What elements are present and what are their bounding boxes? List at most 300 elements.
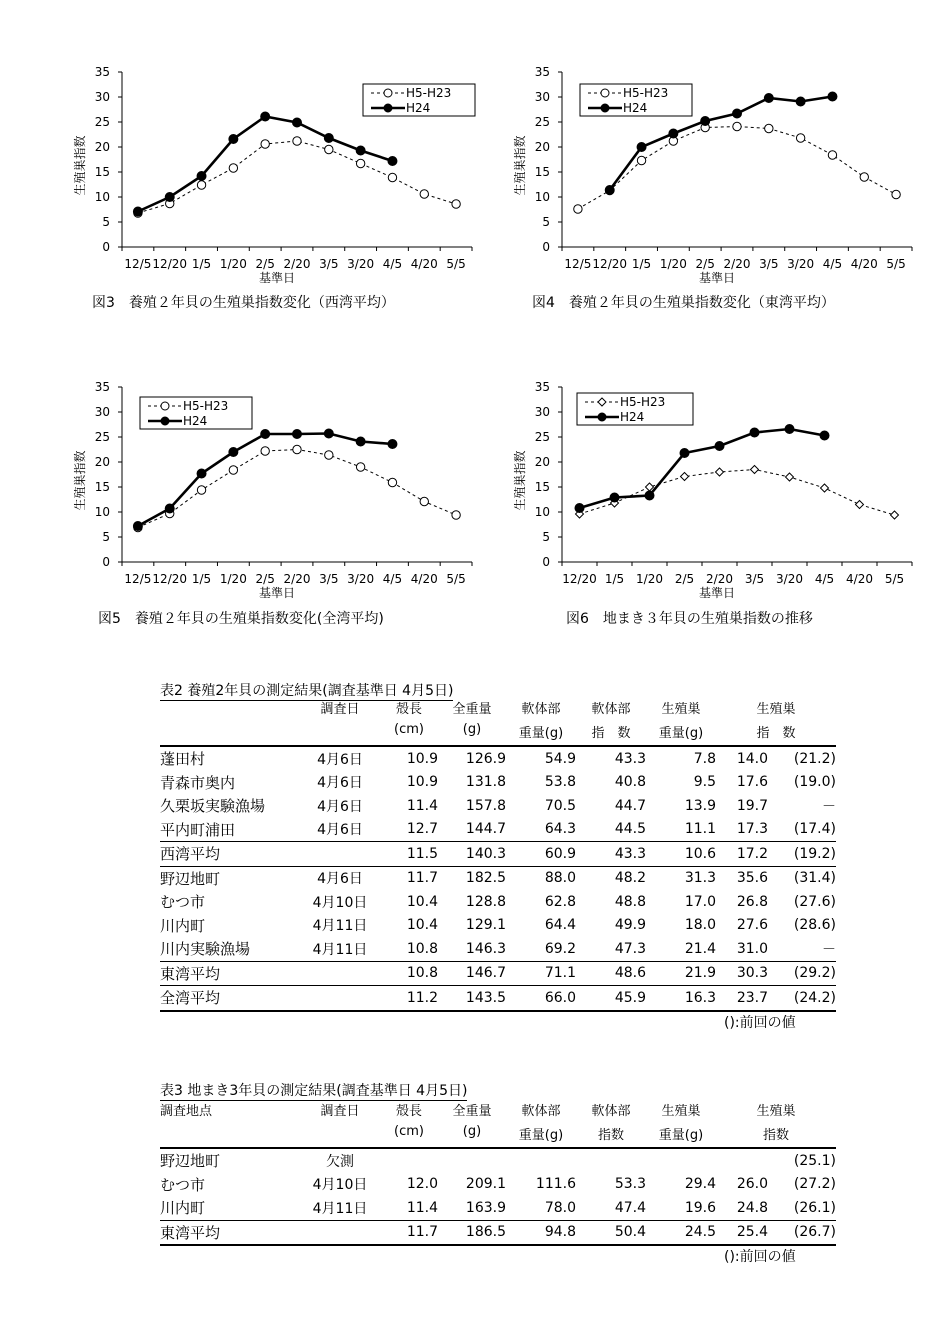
table-cell: (28.6): [793, 917, 836, 934]
table-cell: 129.1: [465, 917, 506, 934]
table-cell: 調査地点: [160, 1104, 213, 1119]
table-cell: 10.9: [406, 750, 438, 767]
table-cell: 野辺地町: [160, 1152, 221, 1171]
table-cell: 111.6: [535, 1176, 576, 1193]
table-cell: 指 数: [716, 722, 836, 747]
data-point-h24: [356, 146, 365, 155]
x-tick-label: 2/5: [255, 257, 275, 271]
y-tick-label: 30: [534, 405, 550, 419]
data-point-h5-h23: [229, 164, 237, 172]
table-cell: 50.4: [576, 1220, 646, 1245]
data-point-h5-h23: [229, 466, 237, 474]
table-cell: 指 数: [576, 722, 646, 747]
data-point-h5-h23: [796, 134, 804, 142]
table-cell: 17.2: [716, 842, 768, 867]
data-point-h24: [645, 491, 654, 500]
table-row: [160, 866, 836, 890]
table-cell: 157.8: [465, 797, 506, 814]
table-cell: 10.8: [380, 961, 438, 986]
table-cell: 64.4: [544, 917, 576, 934]
data-point-h24: [701, 117, 710, 126]
x-axis-label: 基準日: [258, 586, 296, 600]
x-tick-label: 3/5: [319, 572, 339, 586]
data-point-h24: [165, 504, 174, 513]
table-cell: 209.1: [465, 1176, 506, 1193]
table-cell: 全重量: [452, 1104, 492, 1119]
table-cell: 平内町浦田: [160, 818, 300, 842]
table-cell: 128.8: [465, 893, 506, 910]
x-tick-label: 1/5: [604, 572, 625, 586]
table-cell: 蓬田村: [160, 750, 206, 769]
y-tick-label: 0: [102, 555, 110, 569]
table-cell: (26.7): [768, 1220, 836, 1245]
table-cell: 146.3: [438, 937, 506, 961]
table3: [160, 1100, 836, 1246]
table-row: [160, 890, 836, 914]
table-row: [160, 1196, 836, 1220]
data-point-h24: [261, 112, 270, 121]
table-cell: [646, 1148, 716, 1173]
table-cell: 10.6: [646, 842, 716, 867]
x-tick-label: 2/5: [695, 257, 715, 271]
y-tick-label: 20: [534, 455, 550, 469]
table-cell: 49.9: [614, 917, 646, 934]
x-axis-label: 基準日: [258, 271, 296, 285]
data-point-h5-h23: [261, 447, 269, 455]
y-tick-label: 0: [542, 240, 550, 254]
y-tick-label: 25: [94, 430, 110, 444]
table-cell: 69.2: [506, 937, 576, 961]
x-tick-label: 4/20: [846, 572, 873, 586]
data-point-h24: [165, 193, 174, 202]
legend-marker: [384, 104, 392, 112]
table-cell: 62.8: [544, 893, 576, 910]
data-point-h5-h23: [197, 181, 205, 189]
data-point-h24: [828, 92, 837, 101]
table-cell: [160, 698, 300, 722]
table-cell: 11.4: [380, 1196, 438, 1220]
data-point-h5-h23: [892, 190, 900, 198]
table-cell: (19.0): [793, 774, 836, 791]
series-line-h5-h23: [138, 141, 456, 213]
y-tick-label: 30: [94, 405, 110, 419]
table-cell: 生殖巣: [661, 702, 701, 717]
table-cell: 川内実験漁場: [160, 937, 300, 961]
table-cell: (29.2): [768, 961, 836, 986]
x-tick-label: 12/20: [562, 572, 597, 586]
data-point-h24: [715, 442, 724, 451]
data-point-h5-h23: [261, 140, 269, 148]
table-cell: [300, 722, 380, 747]
table-cell: 生殖巣: [661, 1104, 701, 1119]
table-cell: 重量(g): [646, 722, 716, 747]
table-cell: 4月6日: [317, 798, 363, 815]
table-cell: 東湾平均: [160, 1220, 300, 1245]
legend-marker: [161, 402, 169, 410]
data-point-h5-h23: [891, 511, 899, 519]
table-cell: (25.1): [793, 1152, 836, 1169]
data-point-h5-h23: [733, 122, 741, 130]
table-cell: (g): [438, 722, 506, 747]
table-cell: 11.1: [646, 818, 716, 842]
data-point-h24: [575, 504, 584, 513]
table-row: [160, 914, 836, 938]
table-cell: 143.5: [438, 986, 506, 1011]
legend-label: H24: [623, 101, 648, 115]
data-point-h5-h23: [356, 159, 364, 167]
table-cell: 重量(g): [506, 1124, 576, 1149]
data-point-h5-h23: [574, 205, 582, 213]
x-tick-label: 3/20: [776, 572, 803, 586]
x-tick-label: 12/5: [564, 257, 592, 271]
x-axis-label: 基準日: [698, 271, 736, 285]
x-tick-label: 3/20: [347, 572, 375, 586]
table-row: [160, 1148, 836, 1173]
x-tick-label: 12/5: [124, 257, 152, 271]
table2: [160, 698, 836, 1012]
y-tick-label: 35: [94, 65, 110, 79]
table-cell: 26.0: [736, 1176, 768, 1193]
table-cell: 78.0: [506, 1196, 576, 1220]
legend-marker: [601, 104, 609, 112]
table-cell: 4月10日: [312, 1177, 368, 1194]
y-tick-label: 35: [94, 380, 110, 394]
data-point-h5-h23: [751, 466, 759, 474]
table-cell: (cm): [380, 722, 438, 747]
table-row: [160, 1173, 836, 1197]
data-point-h5-h23: [197, 486, 205, 494]
table-cell: 11.5: [380, 842, 438, 867]
x-tick-label: 2/20: [723, 257, 751, 271]
table-cell: 4月11日: [300, 937, 380, 961]
table-cell: 重量(g): [506, 722, 576, 747]
x-tick-label: 5/5: [446, 257, 466, 271]
data-point-h24: [356, 437, 365, 446]
table-cell: 欠測: [326, 1153, 354, 1170]
table-cell: [300, 1124, 380, 1149]
series-line-h5-h23: [580, 470, 895, 516]
table-cell: 10.4: [406, 917, 438, 934]
x-tick-label: 5/5: [446, 572, 466, 586]
table-row: [160, 746, 836, 771]
table-cell: [160, 1124, 300, 1149]
table-cell: 126.9: [465, 750, 506, 767]
caption-fig6: 図6 地まき３年貝の生殖巣指数の推移: [566, 611, 813, 627]
x-tick-label: 12/20: [592, 257, 628, 271]
table-cell: 21.4: [646, 937, 716, 961]
y-tick-label: 20: [94, 140, 110, 154]
table-row: [160, 818, 836, 842]
table-cell: 45.9: [576, 986, 646, 1011]
table-cell: 48.2: [614, 870, 646, 887]
table-cell: 11.2: [380, 986, 438, 1011]
table-cell: 13.9: [684, 797, 716, 814]
y-axis-label: 生殖巣指数: [73, 135, 87, 196]
y-axis-label: 生殖巣指数: [513, 450, 527, 511]
table-cell: 生殖巣: [756, 1104, 796, 1119]
data-point-h5-h23: [420, 190, 428, 198]
data-point-h24: [197, 469, 206, 478]
table-cell: 40.8: [614, 774, 646, 791]
table-cell: 26.8: [736, 893, 768, 910]
table-cell: 全重量: [452, 702, 492, 717]
table-cell: 30.3: [716, 961, 768, 986]
table-row: [160, 794, 836, 818]
table-cell: 31.3: [684, 870, 716, 887]
data-point-h5-h23: [293, 137, 301, 145]
table-cell: 186.5: [438, 1220, 506, 1245]
y-tick-label: 25: [94, 115, 110, 129]
table-cell: 11.4: [406, 797, 438, 814]
x-tick-label: 4/5: [382, 572, 403, 586]
x-axis-label: 基準日: [698, 586, 736, 600]
x-tick-label: 1/5: [191, 257, 212, 271]
data-point-h5-h23: [325, 451, 333, 459]
table-cell: 44.7: [614, 797, 646, 814]
y-tick-label: 25: [534, 430, 550, 444]
table-cell: 23.7: [716, 986, 768, 1011]
x-tick-label: 4/5: [382, 257, 403, 271]
data-point-h5-h23: [325, 145, 333, 153]
data-point-h24: [229, 448, 238, 457]
data-point-h5-h23: [388, 173, 396, 181]
table-cell: 4月10日: [312, 894, 368, 911]
data-point-h24: [388, 440, 397, 449]
data-point-h24: [229, 135, 238, 144]
legend-marker: [161, 417, 169, 425]
data-point-h5-h23: [856, 501, 864, 509]
table-cell: 12.0: [406, 1176, 438, 1193]
y-tick-label: 35: [534, 65, 550, 79]
table-cell: 11.7: [380, 1220, 438, 1245]
table-cell: 182.5: [465, 870, 506, 887]
x-tick-label: 2/20: [283, 257, 311, 271]
y-tick-label: 15: [94, 165, 110, 179]
data-point-h5-h23: [786, 473, 794, 481]
data-point-h24: [324, 134, 333, 143]
table-row: [160, 937, 836, 961]
y-axis-label: 生殖巣指数: [513, 135, 527, 196]
table-row: [160, 1220, 836, 1245]
data-point-h24: [610, 493, 619, 502]
table-cell: むつ市: [160, 1175, 206, 1194]
data-point-h5-h23: [293, 445, 301, 453]
table-cell: 88.0: [544, 870, 576, 887]
table-cell: －: [768, 937, 836, 961]
y-tick-label: 10: [94, 505, 110, 519]
legend-label: H5-H23: [406, 86, 452, 100]
x-tick-label: 3/5: [319, 257, 339, 271]
x-tick-label: 4/20: [410, 257, 438, 271]
y-tick-label: 10: [534, 190, 550, 204]
legend-label: H24: [620, 410, 645, 424]
table-cell: 35.6: [736, 870, 768, 887]
table-cell: 軟体部: [591, 1104, 631, 1119]
data-point-h24: [820, 431, 829, 440]
table-cell: 4月11日: [312, 918, 368, 935]
table-cell: (17.4): [768, 818, 836, 842]
table-cell: 19.6: [646, 1196, 716, 1220]
table-cell: 17.6: [736, 774, 768, 791]
data-point-h24: [796, 97, 805, 106]
table-cell: 11.7: [406, 870, 438, 887]
data-point-h24: [133, 207, 142, 216]
x-tick-label: 1/20: [219, 572, 247, 586]
x-tick-label: 1/5: [191, 572, 212, 586]
table-cell: [380, 1148, 438, 1173]
data-point-h24: [388, 157, 397, 166]
table-cell: 16.3: [646, 986, 716, 1011]
y-tick-label: 15: [534, 480, 550, 494]
table-cell: 66.0: [506, 986, 576, 1011]
table-cell: [576, 1148, 646, 1173]
table-cell: 146.7: [438, 961, 506, 986]
table-row: [160, 842, 836, 867]
table-header-row: [160, 1124, 836, 1149]
y-tick-label: 20: [94, 455, 110, 469]
table-cell: 53.8: [544, 774, 576, 791]
table-cell: 9.5: [693, 774, 716, 791]
table-cell: 70.5: [544, 797, 576, 814]
table-cell: [300, 986, 380, 1011]
table-cell: 東湾平均: [160, 961, 300, 986]
x-tick-label: 12/5: [124, 572, 152, 586]
data-point-h24: [750, 428, 759, 437]
data-point-h5-h23: [681, 473, 689, 481]
data-point-h5-h23: [646, 483, 654, 491]
table-header-row: [160, 698, 836, 722]
series-line-h5-h23: [138, 450, 456, 528]
legend-marker: [601, 89, 609, 97]
table-header-row: [160, 722, 836, 747]
table-cell: 調査日: [320, 702, 360, 717]
table-cell: 48.8: [614, 893, 646, 910]
table-cell: 10.4: [406, 893, 438, 910]
legend-marker: [598, 413, 606, 421]
y-tick-label: 5: [102, 215, 110, 229]
table-cell: 47.3: [576, 937, 646, 961]
y-tick-label: 25: [534, 115, 550, 129]
table-cell: (31.4): [793, 870, 836, 887]
table-cell: 久栗坂実験漁場: [160, 797, 266, 816]
legend-label: H5-H23: [620, 395, 666, 409]
data-point-h5-h23: [637, 156, 645, 164]
data-point-h5-h23: [388, 478, 396, 486]
x-tick-label: 12/20: [152, 572, 188, 586]
data-point-h24: [324, 429, 333, 438]
table-cell: [160, 722, 300, 747]
table-cell: [300, 961, 380, 986]
table-cell: 60.9: [506, 842, 576, 867]
x-tick-label: 1/20: [659, 257, 687, 271]
table-cell: 44.5: [576, 818, 646, 842]
y-tick-label: 15: [94, 480, 110, 494]
table-cell: 144.7: [438, 818, 506, 842]
table-cell: 21.9: [646, 961, 716, 986]
table-cell: 野辺地町: [160, 869, 221, 888]
table-cell: 47.4: [576, 1196, 646, 1220]
table-cell: [506, 1148, 576, 1173]
legend-label: H5-H23: [623, 86, 669, 100]
data-point-h24: [669, 129, 678, 138]
table-cell: (cm): [380, 1124, 438, 1149]
table-cell: 軟体部: [521, 1104, 561, 1119]
table-cell: [438, 1148, 506, 1173]
table-cell: 川内町: [160, 916, 206, 935]
table-cell: 24.8: [716, 1196, 768, 1220]
caption-fig3: 図3 養殖２年貝の生殖巣指数変化（西湾平均）: [92, 295, 395, 311]
data-point-h5-h23: [828, 151, 836, 159]
y-tick-label: 0: [102, 240, 110, 254]
data-point-h5-h23: [716, 468, 724, 476]
table-cell: 川内町: [160, 1196, 300, 1220]
table-row: [160, 986, 836, 1011]
x-tick-label: 3/20: [347, 257, 375, 271]
x-tick-label: 5/5: [886, 257, 906, 271]
data-point-h5-h23: [356, 463, 364, 471]
x-tick-label: 4/20: [850, 257, 878, 271]
table-cell: 殻長: [395, 702, 422, 717]
data-point-h24: [785, 425, 794, 434]
table-cell: [716, 1148, 768, 1173]
table-cell: (21.2): [793, 750, 836, 767]
table-header-row: [160, 1100, 836, 1124]
x-tick-label: 2/5: [255, 572, 275, 586]
x-tick-label: 2/20: [706, 572, 733, 586]
table-cell: 軟体部: [591, 702, 631, 717]
data-point-h24: [764, 94, 773, 103]
table-cell: 140.3: [438, 842, 506, 867]
data-point-h24: [605, 186, 614, 195]
table-cell: 17.3: [716, 818, 768, 842]
table-cell: 4月6日: [317, 871, 363, 888]
y-tick-label: 15: [534, 165, 550, 179]
table-cell: 4月6日: [317, 751, 363, 768]
data-point-h5-h23: [860, 173, 868, 181]
table-cell: 94.8: [506, 1220, 576, 1245]
table3-title: 表3 地まき3年貝の測定結果(調査基準日 4月5日): [160, 1080, 467, 1101]
y-tick-label: 30: [94, 90, 110, 104]
table-cell: (g): [438, 1124, 506, 1149]
table-cell: 生殖巣: [756, 702, 796, 717]
data-point-h24: [733, 109, 742, 118]
legend-marker: [384, 89, 392, 97]
y-tick-label: 10: [94, 190, 110, 204]
y-tick-label: 5: [102, 530, 110, 544]
legend-label: H5-H23: [183, 399, 229, 413]
y-tick-label: 30: [534, 90, 550, 104]
table2-title: 表2 養殖2年貝の測定結果(調査基準日 4月5日): [160, 680, 453, 701]
table-cell: (26.1): [768, 1196, 836, 1220]
caption-fig4: 図4 養殖２年貝の生殖巣指数変化（東湾平均）: [532, 295, 835, 311]
x-tick-label: 2/20: [283, 572, 311, 586]
table-cell: (19.2): [768, 842, 836, 867]
table-cell: 43.3: [614, 750, 646, 767]
caption-fig5: 図5 養殖２年貝の生殖巣指数変化(全湾平均): [98, 611, 384, 627]
x-tick-label: 4/5: [822, 257, 843, 271]
x-tick-label: 1/20: [636, 572, 663, 586]
table-cell: 10.8: [380, 937, 438, 961]
y-tick-label: 10: [534, 505, 550, 519]
table-cell: 48.6: [576, 961, 646, 986]
table-cell: 19.7: [736, 797, 768, 814]
x-tick-label: 5/5: [884, 572, 905, 586]
x-tick-label: 2/5: [674, 572, 695, 586]
y-tick-label: 20: [534, 140, 550, 154]
table-cell: 17.0: [684, 893, 716, 910]
data-point-h24: [680, 449, 689, 458]
table-cell: 131.8: [465, 774, 506, 791]
